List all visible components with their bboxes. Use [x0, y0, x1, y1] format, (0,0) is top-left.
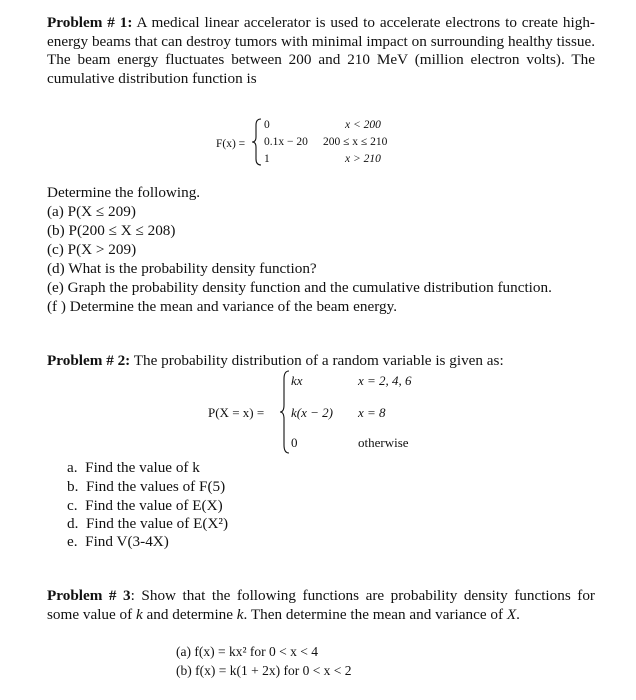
problem-1-item-e: (e) Graph the probability density function and the cumulative distribution function. — [47, 279, 552, 296]
cdf-case-3-condition: x > 210 — [345, 153, 381, 165]
list-text: Find the values of F(5) — [85, 478, 226, 495]
pmf-case-1-value: kx — [291, 373, 303, 388]
problem-3-text: : Show that the following functions are probability density functions for some value of — [47, 587, 595, 623]
cdf-lhs: F(x) = — [216, 138, 246, 150]
problem-3-text: and determine — [142, 605, 237, 623]
pmf-case-3-condition: otherwise — [358, 435, 409, 450]
problem-2-item-c — [67, 497, 223, 516]
cdf-brace — [251, 117, 263, 167]
problem-3-item-a: (a) f(x) = kx² for 0 < x < 4 — [176, 644, 318, 659]
pmf-case-1-condition: x = 2, 4, 6 — [358, 373, 412, 388]
pmf-case-2-value: k(x − 2) — [291, 405, 333, 420]
list-marker: a. — [67, 459, 78, 476]
problem-3-statement — [47, 587, 595, 624]
problem-1-item-d: (d) What is the probability density function? — [47, 260, 317, 277]
problem-1-intro: Determine the following. — [47, 184, 201, 201]
cdf-case-1-value: 0 — [264, 119, 270, 131]
problem-1-text: A medical linear accelerator is used to accelerate electrons to create high-energy beams that can destroy tumors with minimal impact on surrounding healthy tissue. The beam energy fluctuates between 200 and 210 MeV (million electron volts). The cumulative distribution function is — [47, 14, 595, 87]
problem-2-item-b — [67, 478, 225, 497]
cdf-case-2-value: 0.1x − 20 — [264, 136, 308, 148]
problem-2-statement — [47, 352, 504, 371]
pmf-lhs: P(X = x) = — [208, 405, 265, 420]
pmf-case-3-value: 0 — [291, 435, 298, 450]
list-text: Find the value of E(X²) — [85, 515, 229, 532]
pmf-case-2-condition: x = 8 — [358, 405, 386, 420]
problem-2-item-a — [67, 459, 200, 478]
problem-2-text: The probability distribution of a random variable is given as: — [130, 352, 504, 369]
problem-3-text: . Then determine the mean and variance of — [243, 605, 507, 623]
problem-3-text: . — [516, 605, 520, 623]
list-text: Find the value of k — [85, 459, 200, 476]
pmf-brace — [279, 369, 291, 455]
problem-3-heading: Problem # 3 — [47, 587, 131, 604]
variable-x: X — [506, 605, 517, 623]
problem-2-item-e — [67, 533, 169, 552]
list-marker: c. — [67, 497, 78, 514]
problem-3-item-b: (b) f(x) = k(1 + 2x) for 0 < x < 2 — [176, 663, 352, 678]
list-marker: d. — [67, 515, 79, 532]
cdf-case-2-condition: 200 ≤ x ≤ 210 — [323, 136, 388, 148]
list-marker: b. — [67, 478, 79, 495]
problem-1-heading: Problem # 1: — [47, 14, 133, 31]
problem-1-item-a: (a) P(X ≤ 209) — [47, 203, 136, 220]
variable-k: k — [236, 605, 244, 623]
cdf-case-1-condition: x < 200 — [345, 119, 381, 131]
problem-1-statement — [47, 14, 595, 88]
list-marker: e. — [67, 533, 78, 550]
problem-2-item-d — [67, 515, 228, 534]
list-text: Find V(3-4X) — [85, 533, 169, 550]
problem-1-item-f: (f ) Determine the mean and variance of the beam energy. — [47, 298, 397, 315]
problem-2-heading: Problem # 2: — [47, 352, 131, 369]
problem-1-item-c: (c) P(X > 209) — [47, 241, 137, 258]
list-text: Find the value of E(X) — [85, 497, 223, 514]
problem-1-item-b: (b) P(200 ≤ X ≤ 208) — [47, 222, 176, 239]
cdf-case-3-value: 1 — [264, 153, 270, 165]
variable-k: k — [136, 605, 143, 623]
